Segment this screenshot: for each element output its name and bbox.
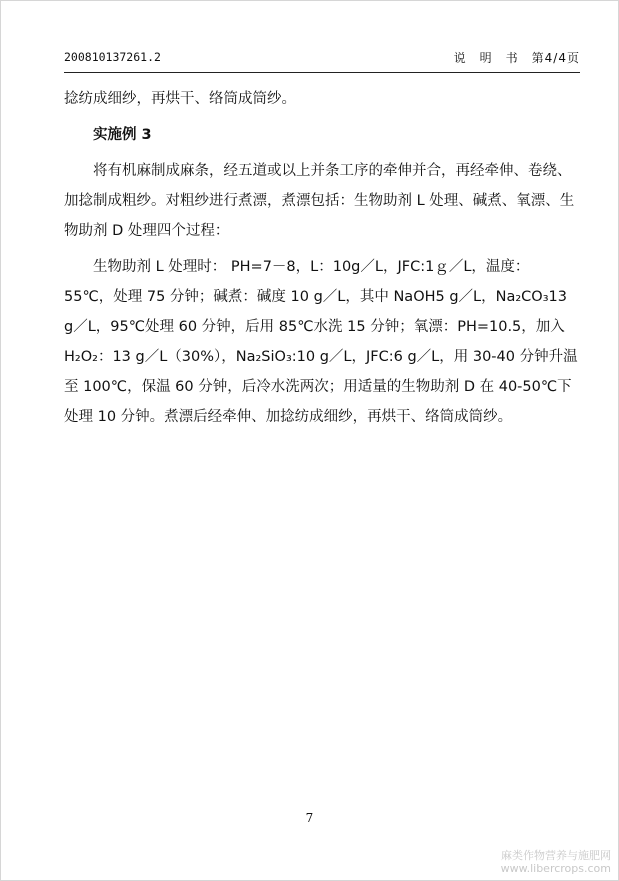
- header-title: 说 明 书 第4/4页: [453, 51, 580, 65]
- page-header: [64, 48, 580, 68]
- page-number: 7: [305, 811, 314, 825]
- paragraph-treatment-details: 生物助剂 L 处理时： PH=7－8，L：10g／L，JFC:1ｇ／L，温度：55℃，处理 75 分钟；碱煮：碱度 10 g／L，其中 NaOH5 g／L，Na₂CO₃13 g／L，95℃处理 60 分钟，后用 85℃水洗 15 分钟；氧漂：PH=10.5，加入 H₂O₂：13 g／L（30%），Na₂SiO₃:10 g／L，JFC:6 g／L，用 30-40 分钟升温至 100℃，保温 60 分钟，后冷水洗两次；用适量的生物助剂 D 在 40-50℃下处理 10 分钟。煮漂后经牵伸、加捻纺成细纱，再烘干、络筒成筒纱。: [64, 259, 578, 425]
- document-body: [64, 84, 578, 432]
- patent-number: 200810137261.2: [64, 50, 161, 64]
- paragraph-continuation: 捻纺成细纱，再烘干、络筒成筒纱。: [64, 91, 296, 107]
- watermark-url: www.libercrops.com: [500, 862, 611, 875]
- example-heading: 实施例 3: [93, 127, 152, 143]
- watermark: [471, 849, 611, 875]
- watermark-title: 麻类作物营养与施肥网: [501, 849, 611, 862]
- header-divider: [64, 72, 580, 73]
- paragraph-process: 将有机麻制成麻条，经五道或以上并条工序的牵伸并合，再经牵伸、卷绕、加捻制成粗纱。对粗纱进行煮漂，煮漂包括：生物助剂 L 处理、碱煮、氧漂、生物助剂 D 处理四个过程：: [64, 163, 575, 239]
